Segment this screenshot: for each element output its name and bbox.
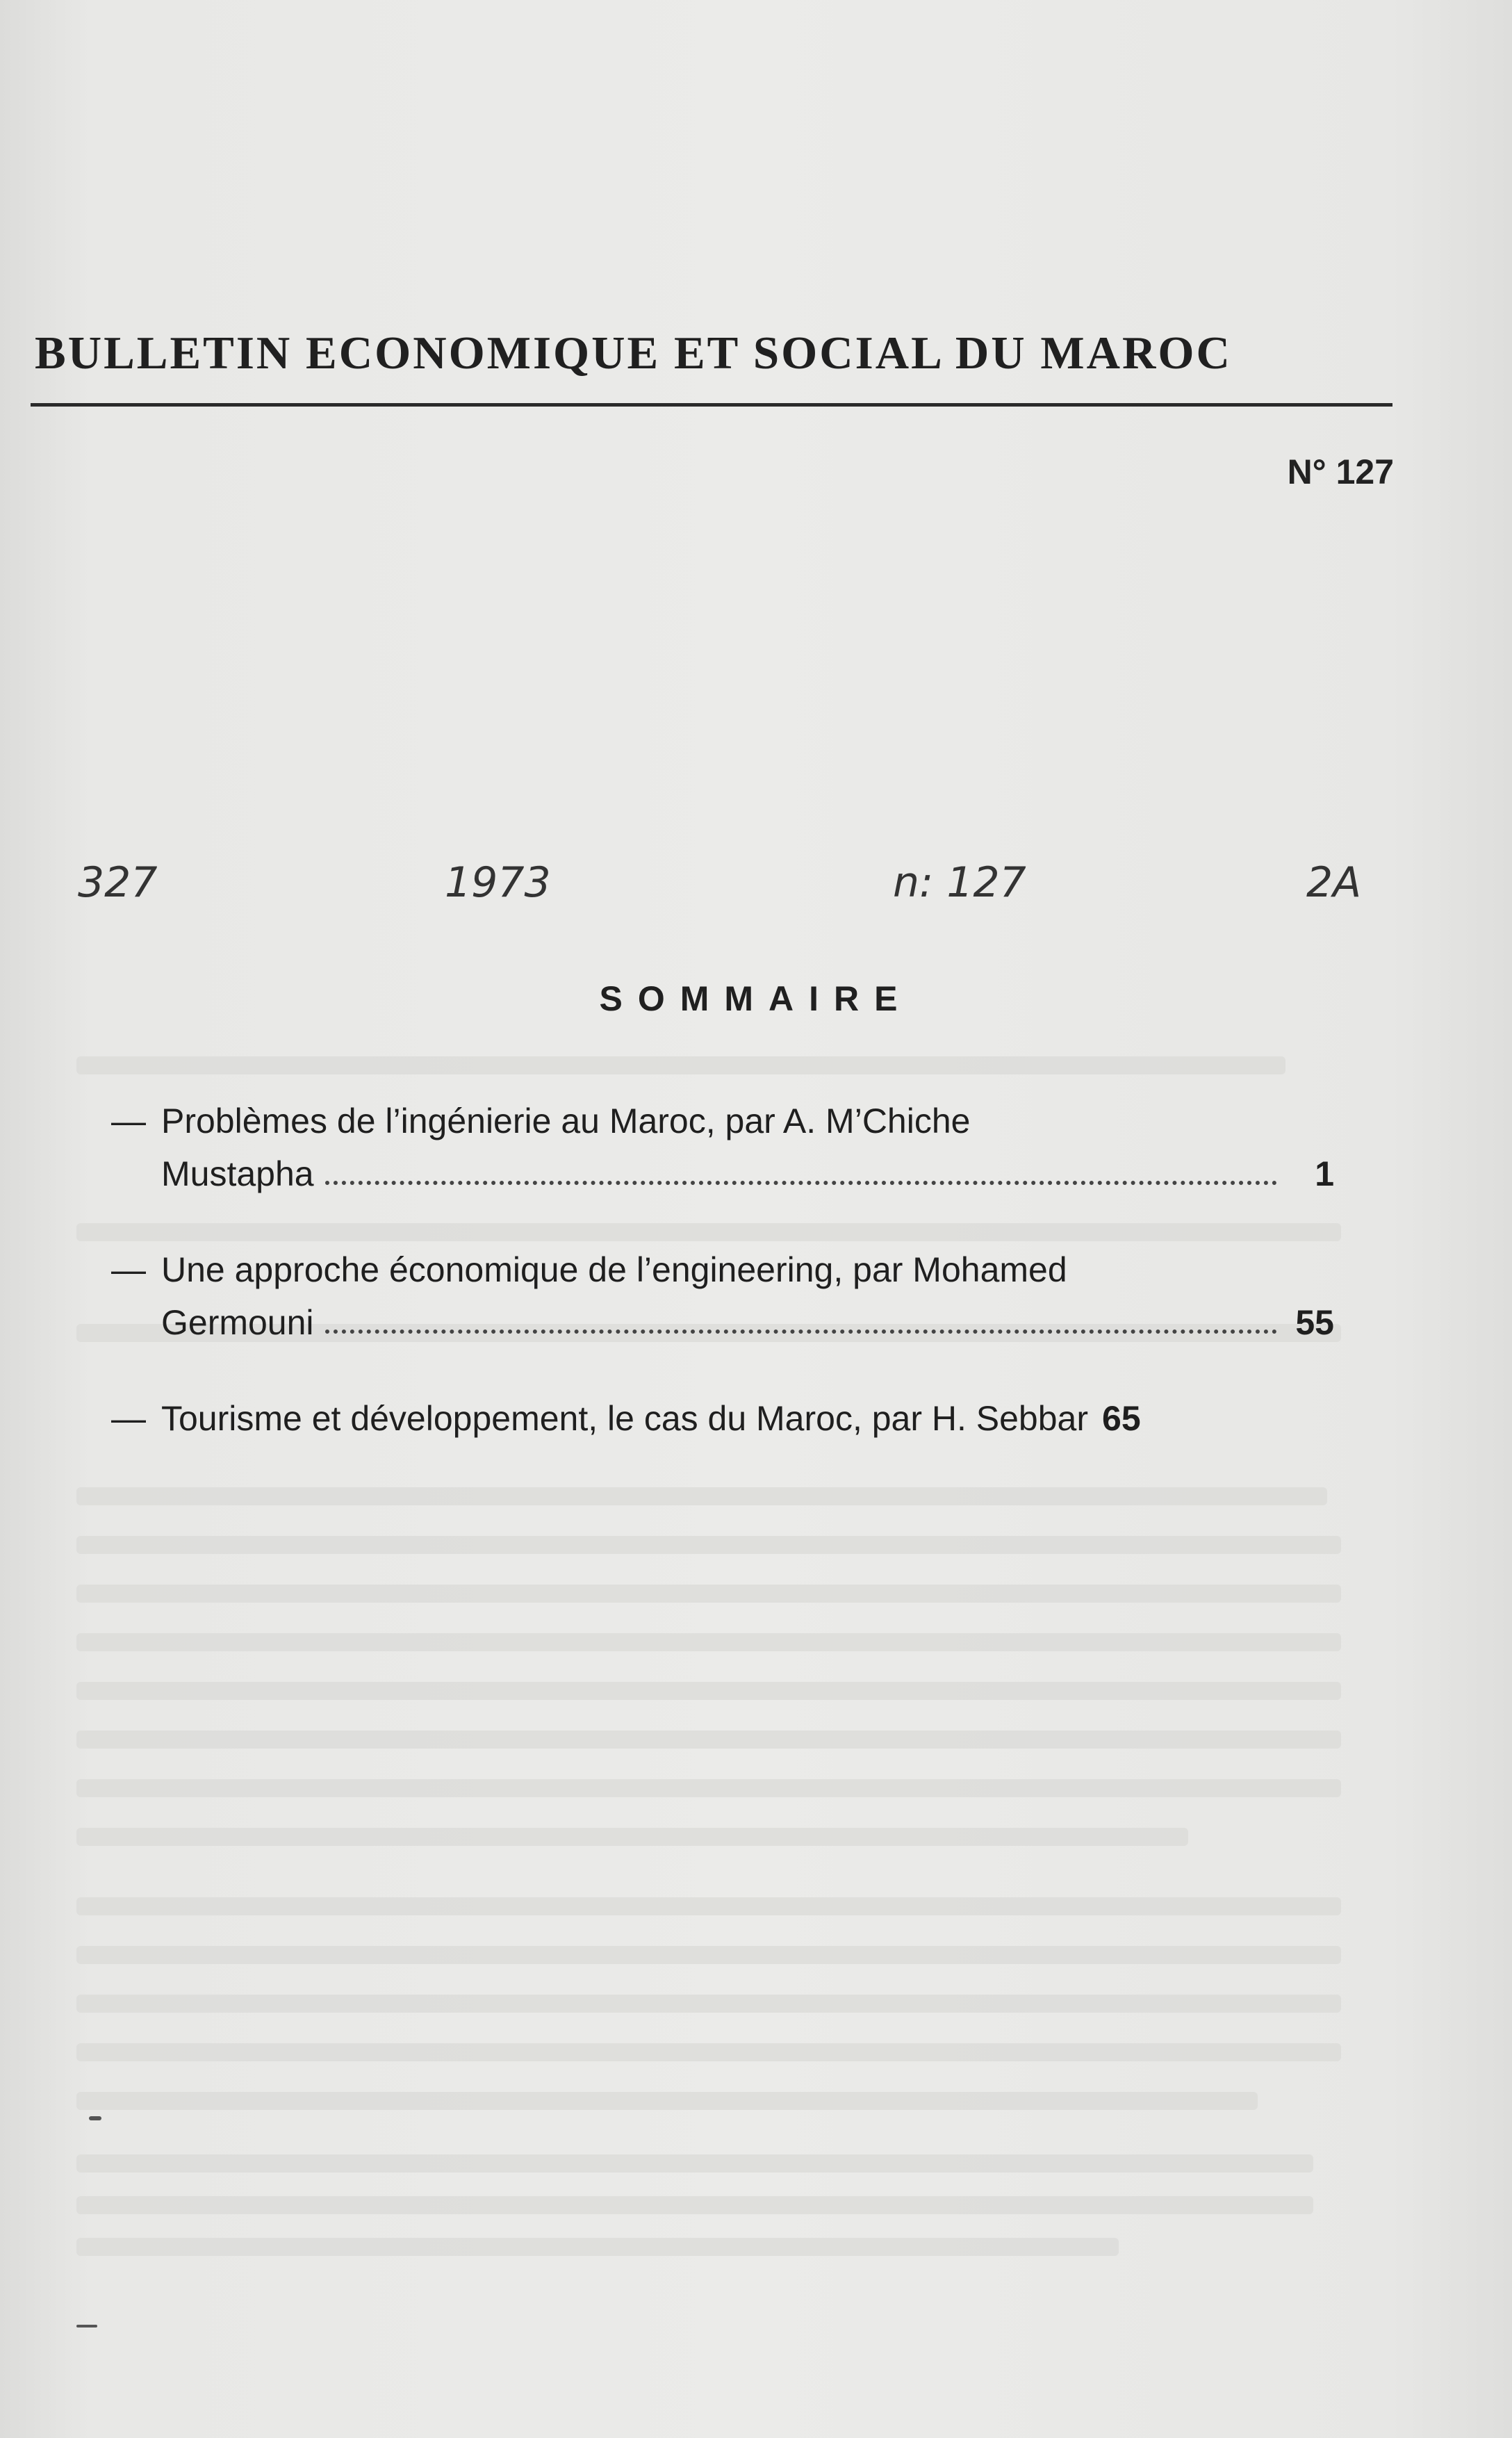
bleed-through-line [76,1682,1341,1700]
bleed-through-line [76,2196,1313,2214]
entry-body [161,1243,1334,1349]
bleed-through-line [76,2092,1258,2110]
bleed-through-line [76,1487,1327,1505]
bleed-through-line [76,1779,1341,1797]
masthead-title: BULLETIN ECONOMIQUE ET SOCIAL DU MAROC [35,327,1232,379]
bleed-through-line [76,1633,1341,1651]
entry-title-line [161,1392,1272,1445]
bleed-through-line [76,1536,1341,1554]
entry-author: Mustapha [161,1154,314,1193]
entry-dash: — [111,1399,146,1438]
leader-dots [325,1181,1277,1185]
bleed-through-line [76,2043,1341,2061]
entry-title-line: Une approche économique de l’engineering, par Mohamed [161,1250,1067,1289]
entry-dash: — [111,1250,146,1289]
ink-mark [76,2325,97,2327]
bleed-through-line [76,1828,1188,1846]
entry-body [161,1095,1334,1200]
handwritten-note: 327 [78,858,158,907]
bleed-through-line [76,1056,1285,1074]
toc-entry [111,1243,1334,1349]
entry-title: Tourisme et développement, le cas du Maroc, par H. Sebbar [161,1399,1089,1438]
entry-page-number: 55 [1295,1303,1334,1342]
entry-dash: — [111,1102,146,1140]
bleed-through-line [76,2238,1119,2256]
entry-author-line [161,1147,1334,1200]
bleed-through-line [76,1995,1341,2013]
entry-body [161,1392,1334,1445]
sommaire-heading: SOMMAIRE [599,979,913,1018]
bleed-through-line [76,1946,1341,1964]
handwritten-note: 1973 [445,858,551,907]
ink-mark [89,2116,101,2120]
handwritten-note: n: 127 [893,858,1026,907]
toc-entry [111,1392,1334,1445]
table-of-contents [111,1095,1334,1488]
bleed-through-line [76,1585,1341,1603]
entry-page-number: 65 [1102,1399,1141,1438]
entry-author: Germouni [161,1303,314,1342]
entry-page-number: 1 [1315,1154,1334,1193]
leader-dots [325,1330,1277,1334]
issue-number: N° 127 [1287,452,1394,491]
toc-entry [111,1095,1334,1200]
bleed-through-line [76,1897,1341,1915]
entry-title-line: Problèmes de l’ingénierie au Maroc, par A. M’Chiche [161,1102,971,1140]
bleed-through-line [76,2154,1313,2173]
bleed-through-line [76,1731,1341,1749]
handwritten-note: 2A [1306,858,1362,907]
entry-author-line [161,1296,1334,1349]
masthead-rule [31,403,1392,407]
